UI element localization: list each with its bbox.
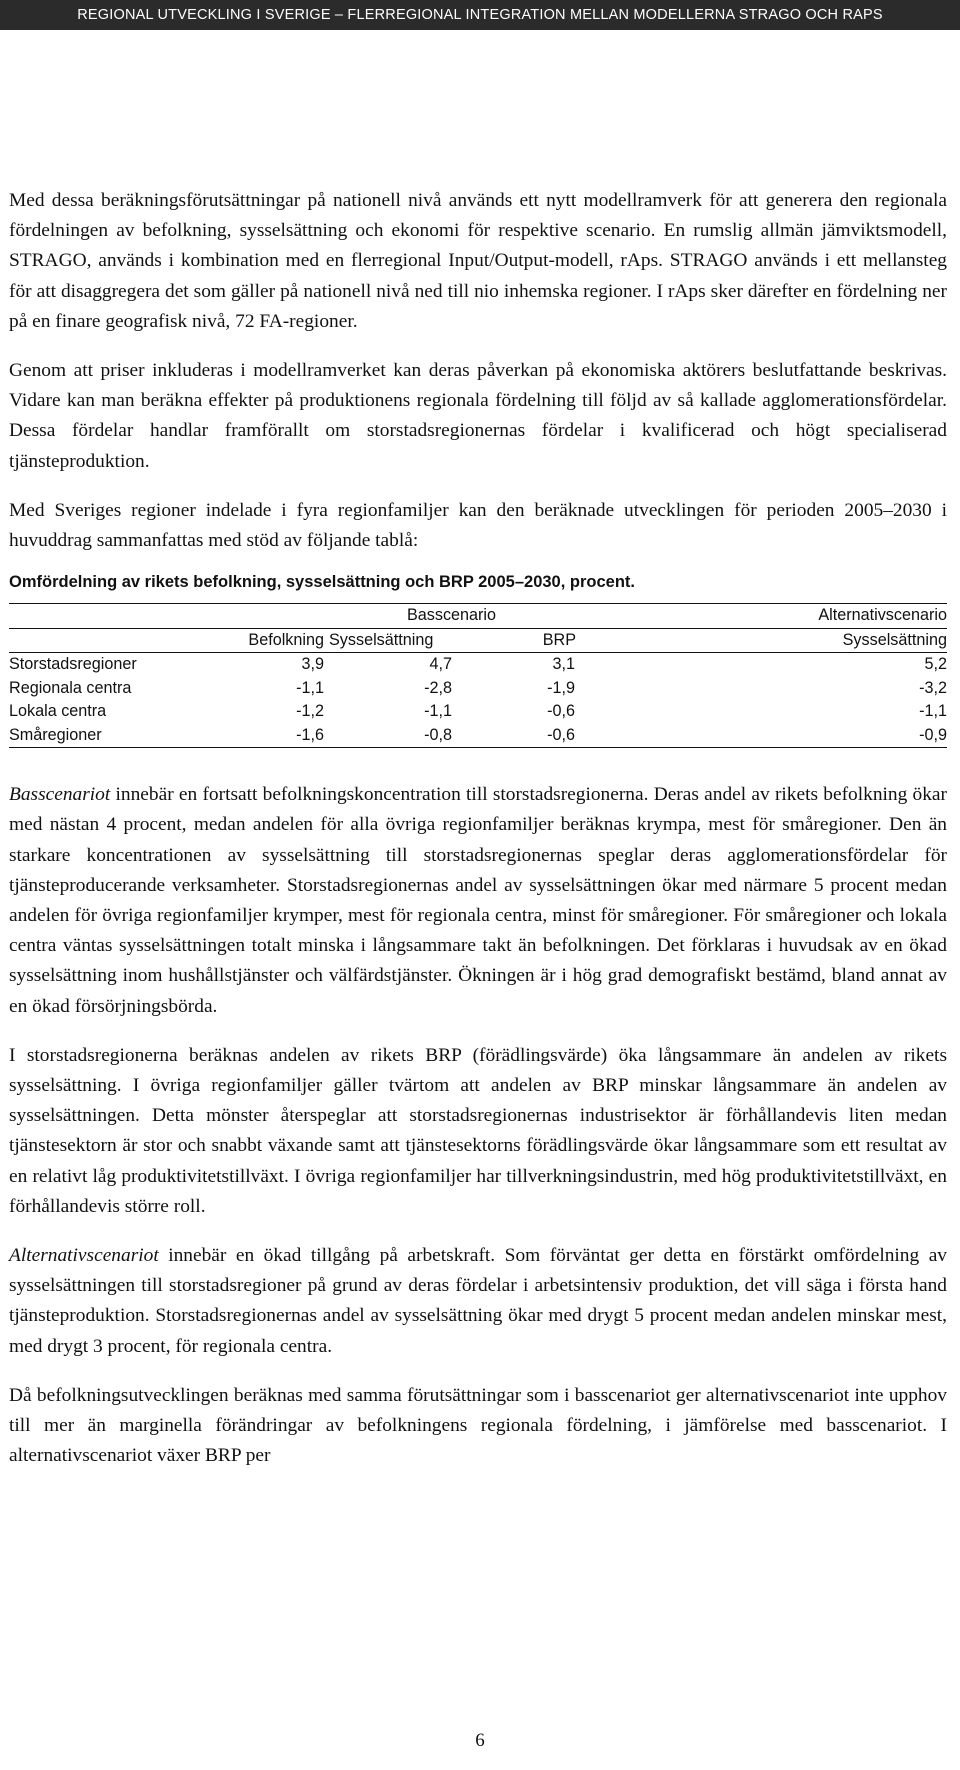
page-number: 6 (475, 1730, 485, 1751)
cell-brp: 3,1 (552, 655, 575, 674)
column-header-befolkning: Befolkning (209, 628, 324, 653)
cell-sysselsattning-base: -0,8 (324, 724, 464, 748)
cell-sysselsattning-alt: -3,2 (919, 678, 947, 697)
paragraph-region-families: Med Sveriges regioner indelade i fyra regionfamiljer kan den beräknade utvecklingen för perioden 2005–2030 i huvuddrag sammanfattas med stöd av följande tablå: (9, 499, 947, 552)
paragraph-prices: Genom att priser inkluderas i modellramverket kan deras påverkan på ekonomiska aktörers beslutfattande beskrivas. Vidare kan man beräkna effekter på produktionens regionala fördelning till följd av så kallade agglomerationsfördelar. Dessa fördelar handlar framförallt om storstadsregionernas fördelar i kvalificerad och högt specialiserad tjänsteproduktion. (9, 360, 947, 472)
redistribution-table (9, 603, 947, 748)
group-header-alt: Alternativscenario (624, 604, 947, 629)
paragraph-alt-scenario-text: innebär en ökad tillgång på arbetskraft. Som förväntat ger detta en förstärkt omfördelning av sysselsättningen till storstadsregioner på grund av deras fördelar i arbetsintensiv produktion, det vill säga i första hand tjänsteproduktion. Storstadsregionernas andel av sysselsättning ökar med drygt 5 procent medan andelen minskar mest, med drygt 3 procent, för regionala centra. (9, 1245, 947, 1357)
cell-befolkning: -1,1 (296, 678, 324, 697)
document-body (9, 186, 947, 1491)
paragraph-model-framework: Med dessa beräkningsförutsättningar på nationell nivå används ett nytt modellramverk för att generera den regionala fördelningen av befolkning, sysselsättning och ekonomi för respektive scenario. En rumslig allmän jämviktsmodell, STRAGO, används i kombination med en flerregional Input/Output-modell, rAps. STRAGO används i ett mellansteg för att disaggregera det som gäller på nationell nivå ned till nio inhemska regioner. I rAps sker därefter en fördelning ner på en finare geografisk nivå, 72 FA-regioner. (9, 190, 947, 332)
cell-sysselsattning-base: -2,8 (424, 678, 452, 697)
group-header-base: Basscenario (209, 604, 624, 629)
cell-befolkning: 3,9 (301, 655, 324, 674)
cell-sysselsattning-base: -1,1 (424, 702, 452, 721)
row-label: Regionala centra (9, 678, 132, 697)
table-column-header-row (9, 628, 947, 653)
column-header-brp: BRP (464, 628, 624, 653)
table-group-header-row (9, 604, 947, 629)
cell-befolkning: -1,2 (296, 702, 324, 721)
term-alternativscenariot: Alternativscenariot (9, 1245, 159, 1267)
cell-sysselsattning-alt: 5,2 (924, 655, 947, 674)
cell-sysselsattning-alt: -1,1 (919, 702, 947, 721)
cell-brp: -1,9 (547, 678, 575, 697)
redistribution-table-block (9, 571, 947, 748)
running-header (0, 0, 960, 30)
table-row (9, 677, 947, 701)
cell-brp: -0,6 (464, 724, 624, 748)
paragraph-brp-share: I storstadsregionerna beräknas andelen av rikets BRP (förädlingsvärde) öka långsammare än andelen av rikets sysselsättning. I övriga regionfamiljer gäller tvärtom att andelen av BRP minskar långsammare än andelen av sysselsättningen. Detta mönster återspeglar att storstadsregionernas industrisektor är förhållandevis liten medan tjänstesektorn är stor och snabbt växande samt att tjänstesektorns förädlingsvärde ökar långsammare som ett resultat av en relativt låg produktivitetstillväxt. I övriga regionfamiljer har tillverkningsindustrin, med hög produktivitetstillväxt, en förhållandevis större roll. (9, 1044, 947, 1217)
cell-brp: -0,6 (547, 702, 575, 721)
term-basscenariot: Basscenariot (9, 784, 111, 806)
table-row (9, 724, 947, 748)
cell-befolkning: -1,6 (209, 724, 324, 748)
paragraph-base-scenario-text: innebär en fortsatt befolkningskoncentration till storstadsregionerna. Deras andel av rikets befolkning ökar med nästan 4 procent, medan andelen för alla övriga regionfamiljer beräknas krympa, mest för småregioner. Den än starkare koncentrationen av sysselsättning till storstadsregionernas speglar deras agglomerationsfördelar för tjänsteproducerande verksamheter. Storstadsregionernas andel av sysselsättningen ökar med närmare 5 procent medan andelen för övriga regionfamiljer krymper, mest för regionala centra, minst för småregioner. För småregioner och lokala centra väntas sysselsättningen totalt minska i långsammare takt än befolkningen. Det förklaras i huvudsak av en ökad sysselsättning inom hushållstjänster och välfärdstjänster. Ökningen är i hög grad demografiskt bestämd, bland annat av en ökad försörjningsbörda. (9, 784, 947, 1017)
row-label: Storstadsregioner (9, 655, 137, 674)
row-label: Lokala centra (9, 702, 107, 721)
table-corner-cell (9, 604, 209, 629)
column-header-sysselsattning-alt: Sysselsättning (624, 628, 947, 653)
cell-sysselsattning-base: 4,7 (429, 655, 452, 674)
column-header-region (9, 628, 209, 653)
paragraph-alt-scenario (9, 1241, 947, 1362)
paragraph-base-scenario (9, 780, 947, 1022)
paragraph-population-development: Då befolkningsutvecklingen beräknas med samma förutsättningar som i basscenariot ger alternativscenariot inte upphov till mer än marginella förändringar av befolkningens regionala fördelning, i jämförelse med basscenariot. I alternativscenariot växer BRP per (9, 1384, 947, 1467)
table-row (9, 700, 947, 724)
table-row (9, 653, 947, 677)
running-header-title: REGIONAL UTVECKLING I SVERIGE – FLERREGIONAL INTEGRATION MELLAN MODELLERNA STRAGO OCH RAPS (77, 7, 883, 23)
row-label: Småregioner (9, 724, 209, 748)
cell-sysselsattning-alt: -0,9 (624, 724, 947, 748)
column-header-sysselsattning-base: Sysselsättning (324, 628, 464, 653)
table-title: Omfördelning av rikets befolkning, sysselsättning och BRP 2005–2030, procent. (9, 573, 635, 592)
